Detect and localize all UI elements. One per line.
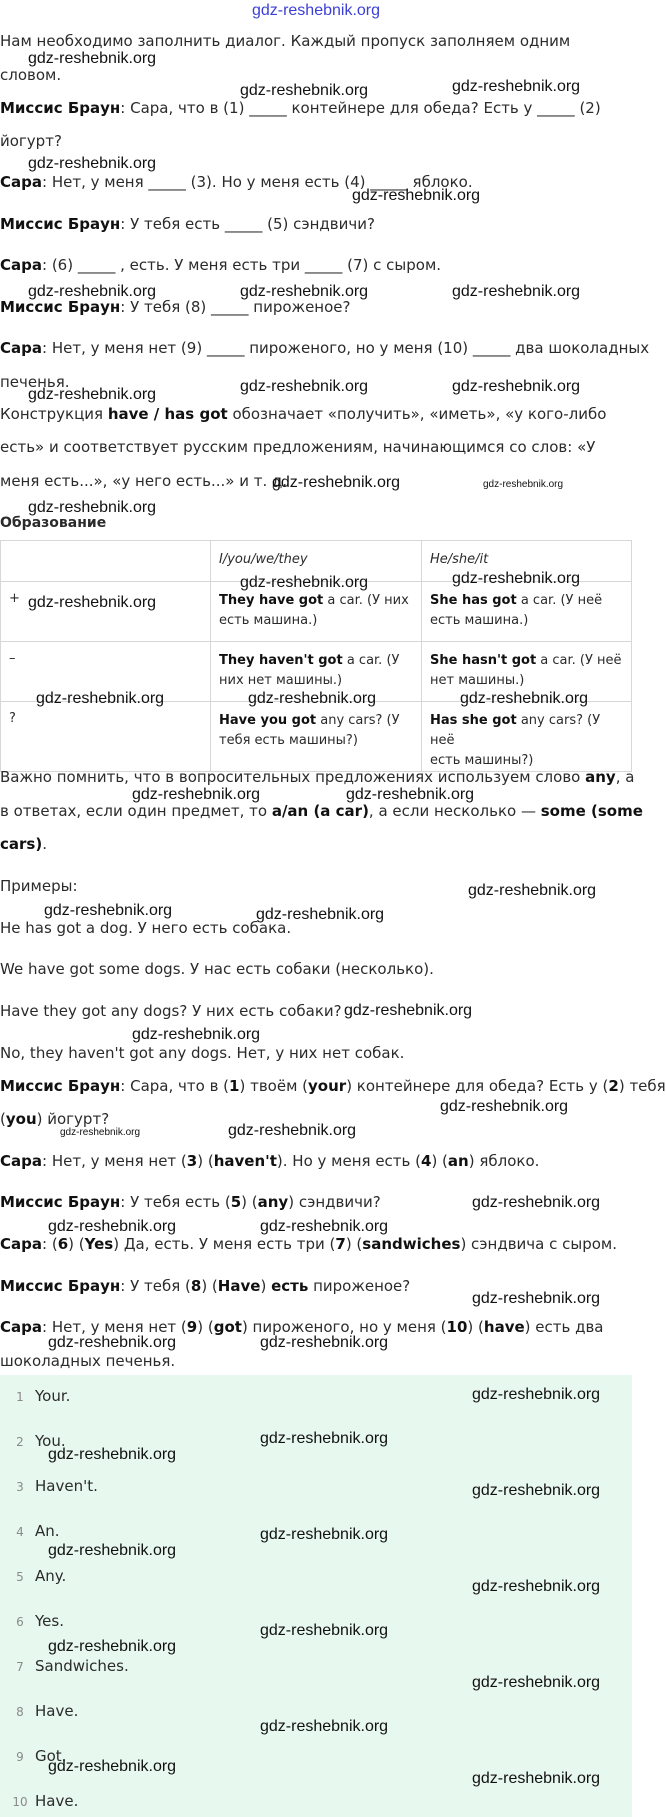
speaker: Миссис Браун bbox=[0, 215, 121, 233]
theory-line: меня есть...», «у него есть...» и т. д. bbox=[0, 472, 288, 490]
watermark: gdz-reshebnik.org bbox=[256, 906, 385, 923]
watermark: gdz-reshebnik.org bbox=[44, 902, 173, 919]
filled-line: Сара: Нет, у меня нет (9) (got) пироженого, но у меня (10) (have) есть два bbox=[0, 1318, 604, 1336]
watermark: gdz-reshebnik.org bbox=[260, 1526, 389, 1543]
watermark: gdz-reshebnik.org bbox=[48, 1638, 177, 1655]
dialog-line: печенья. bbox=[0, 373, 70, 391]
watermark: gdz-reshebnik.org bbox=[48, 1542, 177, 1559]
answer-item: 6 Yes. bbox=[16, 1612, 64, 1630]
formation-heading: Образование bbox=[0, 515, 107, 531]
watermark: gdz-reshebnik.org bbox=[28, 155, 157, 172]
watermark: gdz-reshebnik.org bbox=[36, 690, 165, 707]
table-header: He/she/it bbox=[422, 541, 632, 582]
answer-item: 10 Have. bbox=[12, 1792, 79, 1810]
watermark: gdz-reshebnik.org bbox=[60, 1127, 141, 1138]
example-line: He has got a dog. У него есть собака. bbox=[0, 919, 292, 937]
watermark: gdz-reshebnik.org bbox=[483, 479, 564, 490]
watermark: gdz-reshebnik.org bbox=[460, 690, 589, 707]
watermark: gdz-reshebnik.org bbox=[452, 78, 581, 95]
table-cell: Have you got any cars? (У тебя есть машины?) bbox=[211, 702, 422, 772]
table-row bbox=[1, 702, 632, 772]
dialog-line: Сара: (6) _____ , есть. У меня есть три _____ (7) с сыром. bbox=[0, 256, 442, 274]
watermark: gdz-reshebnik.org bbox=[344, 1002, 473, 1019]
speaker: Сара bbox=[0, 256, 42, 274]
watermark: gdz-reshebnik.org bbox=[251, 2, 381, 19]
filled-line: Миссис Браун: У тебя (8) (Have) есть пироженое? bbox=[0, 1277, 411, 1295]
watermark: gdz-reshebnik.org bbox=[472, 1290, 601, 1307]
filled-line: Сара: (6) (Yes) Да, есть. У меня есть три (7) (sandwiches) сэндвича с сыром. bbox=[0, 1235, 618, 1253]
watermark: gdz-reshebnik.org bbox=[240, 574, 369, 591]
examples-heading: Примеры: bbox=[0, 877, 78, 895]
watermark: gdz-reshebnik.org bbox=[48, 1218, 177, 1235]
table-sign: – bbox=[1, 642, 211, 702]
watermark: gdz-reshebnik.org bbox=[472, 1578, 601, 1595]
dialog-line: Миссис Браун: У тебя есть _____ (5) сэндвичи? bbox=[0, 215, 375, 233]
watermark: gdz-reshebnik.org bbox=[28, 50, 157, 67]
watermark: gdz-reshebnik.org bbox=[346, 786, 475, 803]
note-line: cars). bbox=[0, 835, 47, 853]
example-line: Have they got any dogs? У них есть собаки? bbox=[0, 1002, 342, 1020]
watermark: gdz-reshebnik.org bbox=[260, 1218, 389, 1235]
watermark: gdz-reshebnik.org bbox=[260, 1622, 389, 1639]
watermark: gdz-reshebnik.org bbox=[132, 1026, 261, 1043]
watermark: gdz-reshebnik.org bbox=[48, 1334, 177, 1351]
intro-line: Нам необходимо заполнить диалог. Каждый пропуск заполняем одним bbox=[0, 32, 571, 50]
theory-line: Конструкция have / has got обозначает «получить», «иметь», «у кого-либо bbox=[0, 405, 607, 423]
watermark: gdz-reshebnik.org bbox=[228, 1122, 357, 1139]
example-line: No, they haven't got any dogs. Нет, у них нет собак. bbox=[0, 1044, 405, 1062]
answer-item: 4 An. bbox=[16, 1522, 60, 1540]
watermark: gdz-reshebnik.org bbox=[272, 474, 401, 491]
watermark: gdz-reshebnik.org bbox=[468, 882, 597, 899]
watermark: gdz-reshebnik.org bbox=[472, 1194, 601, 1211]
dialog-line: Миссис Браун: У тебя (8) _____ пироженое? bbox=[0, 298, 351, 316]
watermark: gdz-reshebnik.org bbox=[132, 786, 261, 803]
dialog-line: Сара: Нет, у меня _____ (3). Но у меня есть (4) _____ яблоко. bbox=[0, 173, 473, 191]
watermark: gdz-reshebnik.org bbox=[248, 690, 377, 707]
watermark: gdz-reshebnik.org bbox=[240, 82, 369, 99]
dialog-line: Сара: Нет, у меня нет (9) _____ пироженого, но у меня (10) _____ два шоколадных bbox=[0, 339, 650, 357]
watermark: gdz-reshebnik.org bbox=[472, 1386, 601, 1403]
table-cell: They have got a car. (У них есть машина.) bbox=[211, 582, 422, 642]
table-cell: They haven't got a car. (У них нет машины.) bbox=[211, 642, 422, 702]
watermark: gdz-reshebnik.org bbox=[28, 283, 157, 300]
watermark: gdz-reshebnik.org bbox=[452, 378, 581, 395]
theory-line: есть» и соответствует русским предложениям, начинающимся со слов: «У bbox=[0, 438, 596, 456]
filled-line: (you) йогурт? bbox=[0, 1110, 110, 1128]
speaker: Сара bbox=[0, 173, 42, 191]
table-header bbox=[1, 541, 211, 582]
speaker: Сара bbox=[0, 339, 42, 357]
answer-item: 2 You. bbox=[16, 1432, 66, 1450]
answer-item: 3 Haven't. bbox=[16, 1477, 98, 1495]
watermark: gdz-reshebnik.org bbox=[28, 386, 157, 403]
watermark: gdz-reshebnik.org bbox=[472, 1770, 601, 1787]
watermark: gdz-reshebnik.org bbox=[28, 499, 157, 516]
watermark: gdz-reshebnik.org bbox=[240, 283, 369, 300]
speaker: Миссис Браун bbox=[0, 99, 121, 117]
filled-line: шоколадных печенья. bbox=[0, 1352, 176, 1370]
watermark: gdz-reshebnik.org bbox=[452, 283, 581, 300]
watermark: gdz-reshebnik.org bbox=[440, 1098, 569, 1115]
intro-line: словом. bbox=[0, 66, 62, 84]
note-line: Важно помнить, что в вопросительных предложениях используем слово any, а bbox=[0, 768, 635, 786]
speaker: Миссис Браун bbox=[0, 298, 121, 316]
filled-line: Миссис Браун: У тебя есть (5) (any) сэндвичи? bbox=[0, 1193, 381, 1211]
watermark: gdz-reshebnik.org bbox=[260, 1430, 389, 1447]
answer-item: 5 Any. bbox=[16, 1567, 67, 1585]
answer-item: 1 Your. bbox=[16, 1387, 71, 1405]
table-sign: + bbox=[1, 582, 211, 642]
watermark: gdz-reshebnik.org bbox=[28, 594, 157, 611]
table-cell: Has she got any cars? (У неё есть машины?) bbox=[422, 702, 632, 772]
dialog-line: Миссис Браун: Сара, что в (1) _____ контейнере для обеда? Есть у _____ (2) bbox=[0, 99, 601, 117]
watermark: gdz-reshebnik.org bbox=[452, 570, 581, 587]
watermark: gdz-reshebnik.org bbox=[48, 1758, 177, 1775]
table-header: I/you/we/they bbox=[211, 541, 422, 582]
watermark: gdz-reshebnik.org bbox=[472, 1674, 601, 1691]
table-sign: ? bbox=[1, 702, 211, 772]
watermark: gdz-reshebnik.org bbox=[240, 378, 369, 395]
watermark: gdz-reshebnik.org bbox=[260, 1718, 389, 1735]
dialog-line: йогурт? bbox=[0, 132, 62, 150]
filled-line: Миссис Браун: Сара, что в (1) твоём (your) контейнере для обеда? Есть у (2) тебя bbox=[0, 1077, 666, 1095]
filled-line: Сара: Нет, у меня нет (3) (haven't). Но у меня есть (4) (an) яблоко. bbox=[0, 1152, 540, 1170]
watermark: gdz-reshebnik.org bbox=[260, 1334, 389, 1351]
table-cell: She hasn't got a car. (У неё нет машины.) bbox=[422, 642, 632, 702]
table-cell: She has got a car. (У неё есть машина.) bbox=[422, 582, 632, 642]
watermark: gdz-reshebnik.org bbox=[472, 1482, 601, 1499]
answer-item: 8 Have. bbox=[16, 1702, 79, 1720]
answer-item: 9 Got. bbox=[16, 1747, 67, 1765]
example-line: We have got some dogs. У нас есть собаки (несколько). bbox=[0, 960, 434, 978]
note-line: в ответах, если один предмет, то a/an (a car), а если несколько — some (some bbox=[0, 802, 643, 820]
watermark: gdz-reshebnik.org bbox=[352, 187, 481, 204]
answer-item: 7 Sandwiches. bbox=[16, 1657, 129, 1675]
watermark: gdz-reshebnik.org bbox=[48, 1446, 177, 1463]
